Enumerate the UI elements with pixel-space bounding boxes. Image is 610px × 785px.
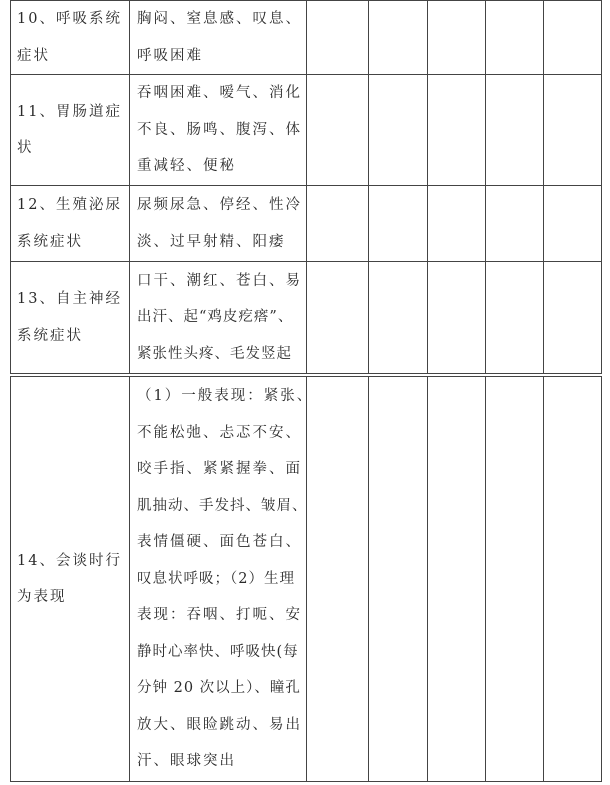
rating-cell [486,1,544,75]
symptom-description-cell [130,75,307,186]
symptom-description-cell [130,186,307,262]
rating-cell [428,75,486,186]
item-label-line: 10、呼吸系统 [17,11,122,27]
rating-cell [307,377,369,782]
symptom-line: 重减轻、便秘 [137,158,236,175]
rating-cell [369,75,428,186]
rating-cell [428,377,486,782]
item-label-line: 12、生殖泌尿 [17,197,122,213]
rating-cell [307,262,369,374]
symptom-description-cell [130,262,307,374]
item-label-cell [11,75,130,186]
rating-cell [369,377,428,782]
symptom-line: 呼吸困难 [137,47,203,64]
symptom-line: 吞咽困难、嗳气、消化 [137,85,302,102]
rating-cell [428,262,486,374]
rating-cell [544,75,602,186]
symptom-line: 叹息状呼吸；（2）生理 [137,570,295,587]
rating-cell [486,75,544,186]
table-row [11,186,602,262]
symptom-description-cell [130,377,314,782]
symptom-line: 不能松弛、忐忑不安、 [137,424,302,441]
rating-cell [486,186,544,262]
item-label-line: 14、会谈时行 [17,552,122,569]
item-label-line: 13、自主神经 [17,291,122,307]
symptom-line: （1）一般表现：紧张、 [137,388,314,405]
item-label-line: 11、胃肠道症 [17,103,122,120]
rating-cell [369,262,428,374]
rating-cell [486,377,544,782]
table-row [11,262,602,374]
symptom-line: 紧张性头疼、毛发竖起 [137,345,292,362]
symptom-line: 淡、过早射精、阳痿 [137,233,286,250]
rating-cell [307,1,369,75]
item-label-line: 系统症状 [17,327,83,344]
item-label-cell [11,262,130,374]
rating-cell [544,377,602,782]
rating-cell [544,1,602,75]
rating-cell [428,186,486,262]
symptom-line: 出汗、起“鸡皮疙瘩”、 [137,309,294,326]
symptom-line: 口干、潮红、苍白、易 [137,272,302,289]
item-label-line: 状 [17,140,34,156]
symptom-line: 咬手指、紧紧握拳、面 [137,461,302,478]
symptom-line: 表现：吞咽、打呃、安 [137,607,302,624]
rating-cell [544,262,602,374]
item-label-cell [11,1,130,75]
symptom-line: 静时心率快、呼吸快(每 [137,643,299,660]
item-label-cell [11,186,130,262]
symptom-line: 尿频尿急、停经、性冷 [137,197,302,213]
rating-cell [486,262,544,374]
rating-cell [369,186,428,262]
rating-cell [428,1,486,75]
rating-cell [307,186,369,262]
symptom-line: 不良、肠鸣、腹泻、体 [137,121,302,138]
rating-cell [544,186,602,262]
table-row [11,1,602,75]
symptom-line: 表情僵硬、面色苍白、 [137,534,302,551]
symptom-line: 肌抽动、手发抖、皱眉、 [137,497,308,514]
symptom-line: 放大、眼睑跳动、易出 [137,716,302,733]
symptom-table-bottom [10,376,602,782]
symptom-line: 汗、眼球突出 [137,753,236,770]
table-row [11,75,602,186]
symptom-table-top [10,0,602,374]
item-label-line: 系统症状 [17,233,83,250]
table-row [11,377,602,782]
symptom-line: 分钟 20 次以上）、瞳孔 [137,680,301,697]
symptom-description-cell [130,1,307,75]
item-label-line: 症状 [17,47,50,64]
symptom-line: 胸闷、窒息感、叹息、 [137,11,302,27]
rating-cell [369,1,428,75]
item-label-line: 为表现 [17,589,67,605]
rating-cell [307,75,369,186]
item-label-cell [11,377,130,782]
